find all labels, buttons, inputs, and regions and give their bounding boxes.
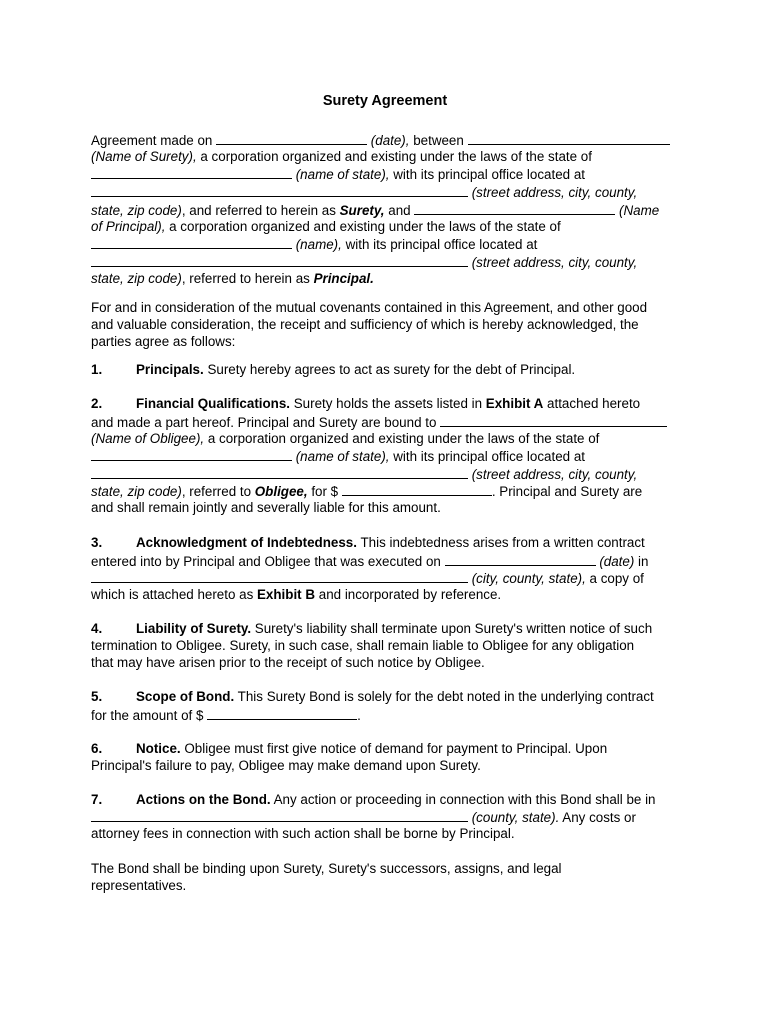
parties-line-1: Agreement made on (date), between bbox=[91, 131, 670, 149]
section-number: 4. bbox=[91, 621, 103, 636]
surety-address-blank[interactable] bbox=[91, 183, 468, 197]
section-3-line-1: 3. Acknowledgment of Indebtedness. This indebtedness arises from a written contract bbox=[91, 535, 645, 550]
obligee-state-blank[interactable] bbox=[91, 447, 292, 461]
section-heading: Principals. bbox=[136, 362, 204, 377]
section-heading: Scope of Bond. bbox=[136, 689, 235, 704]
section-heading: Actions on the Bond. bbox=[136, 792, 271, 807]
closing-line-2: representatives. bbox=[91, 878, 187, 893]
section-6-line-2: Principal's failure to pay, Obligee may make demand upon Surety. bbox=[91, 758, 481, 773]
section-2-line-2: and made a part hereof. Principal and Surety are bound to bbox=[91, 413, 667, 431]
section-1: 1. Principals. Surety hereby agrees to act as surety for the debt of Principal. bbox=[91, 362, 576, 377]
principal-name-blank[interactable] bbox=[414, 201, 615, 215]
section-3-line-2: entered into by Principal and Obligee that was executed on (date) in bbox=[91, 554, 649, 569]
parties-line-3: (name of state), with its principal office located at bbox=[91, 165, 585, 183]
section-4-line-3: that may have arisen prior to the receipt of such notice by Obligee. bbox=[91, 655, 485, 670]
bond-amount-blank[interactable] bbox=[342, 482, 492, 496]
section-6-line-1: 6. Notice. Obligee must first give notice of demand for payment to Principal. Upon bbox=[91, 741, 608, 756]
section-heading: Acknowledgment of Indebtedness. bbox=[136, 535, 357, 550]
venue-blank[interactable] bbox=[91, 808, 468, 822]
obligee-address-blank[interactable] bbox=[91, 465, 468, 479]
section-2-line-7: and shall remain jointly and severally liable for this amount. bbox=[91, 500, 441, 515]
contract-amount-blank[interactable] bbox=[207, 706, 357, 720]
principal-state-blank[interactable] bbox=[91, 235, 292, 249]
section-2-line-1: 2. Financial Qualifications. Surety holds the assets listed in Exhibit A attached hereto bbox=[91, 396, 641, 411]
section-number: 2. bbox=[91, 396, 103, 411]
section-number: 6. bbox=[91, 741, 103, 756]
obligee-name-blank[interactable] bbox=[440, 413, 667, 427]
section-7-line-3: attorney fees in connection with such action shall be borne by Principal. bbox=[91, 826, 515, 841]
section-4-line-1: 4. Liability of Surety. Surety's liability shall terminate upon Surety's written notice of such bbox=[91, 621, 653, 636]
parties-line-2: (Name of Surety), a corporation organized and existing under the laws of the state of bbox=[91, 149, 592, 164]
section-heading: Liability of Surety. bbox=[136, 621, 252, 636]
consideration-line-3: parties agree as follows: bbox=[91, 334, 236, 349]
section-3-line-3: (city, county, state), a copy of bbox=[91, 569, 644, 587]
section-number: 5. bbox=[91, 689, 103, 704]
closing-line-1: The Bond shall be binding upon Surety, Surety's successors, assigns, and legal bbox=[91, 861, 562, 876]
section-5-line-2: for the amount of $ . bbox=[91, 708, 361, 723]
section-7-line-2: (county, state). Any costs or bbox=[91, 808, 636, 826]
parties-line-6: of Principal), a corporation organized and existing under the laws of the state of bbox=[91, 219, 561, 234]
principal-address-blank[interactable] bbox=[91, 253, 468, 267]
consideration-line-1: For and in consideration of the mutual covenants contained in this Agreement, and other good bbox=[91, 300, 648, 315]
section-number: 3. bbox=[91, 535, 103, 550]
section-4-line-2: termination to Obligee. Surety, in such case, shall remain liable to Obligee for any obligation bbox=[91, 638, 635, 653]
consideration-line-2: and valuable consideration, the receipt and sufficiency of which is hereby acknowledged, the bbox=[91, 317, 639, 332]
surety-name-blank[interactable] bbox=[468, 131, 670, 145]
section-number: 7. bbox=[91, 792, 103, 807]
section-5-line-1: 5. Scope of Bond. This Surety Bond is solely for the debt noted in the underlying contract bbox=[91, 689, 654, 704]
date-blank[interactable] bbox=[216, 131, 367, 145]
contract-location-blank[interactable] bbox=[91, 569, 468, 583]
section-2-line-5: (street address, city, county, bbox=[91, 465, 637, 483]
section-7-line-1: 7. Actions on the Bond. Any action or proceeding in connection with this Bond shall be in bbox=[91, 792, 656, 807]
section-2-line-4: (name of state), with its principal office located at bbox=[91, 447, 585, 465]
parties-line-8: (street address, city, county, bbox=[91, 253, 637, 271]
surety-state-blank[interactable] bbox=[91, 165, 292, 179]
section-heading: Notice. bbox=[136, 741, 181, 756]
document-title: Surety Agreement bbox=[322, 93, 448, 109]
parties-line-7: (name), with its principal office located at bbox=[91, 235, 537, 253]
parties-line-9: state, zip code), referred to herein as Principal. bbox=[91, 271, 374, 286]
section-number: 1. bbox=[91, 362, 103, 377]
parties-line-4: (street address, city, county, bbox=[91, 183, 637, 201]
section-2-line-6: state, zip code), referred to Obligee, for $ . Principal and Surety are bbox=[91, 484, 643, 499]
section-3-line-4: which is attached hereto as Exhibit B and incorporated by reference. bbox=[91, 587, 502, 602]
parties-line-5: state, zip code), and referred to herein as Surety, and (Name bbox=[91, 203, 660, 218]
contract-date-blank[interactable] bbox=[445, 552, 596, 566]
section-2-line-3: (Name of Obligee), a corporation organized and existing under the laws of the state of bbox=[91, 431, 600, 446]
section-heading: Financial Qualifications. bbox=[136, 396, 291, 411]
